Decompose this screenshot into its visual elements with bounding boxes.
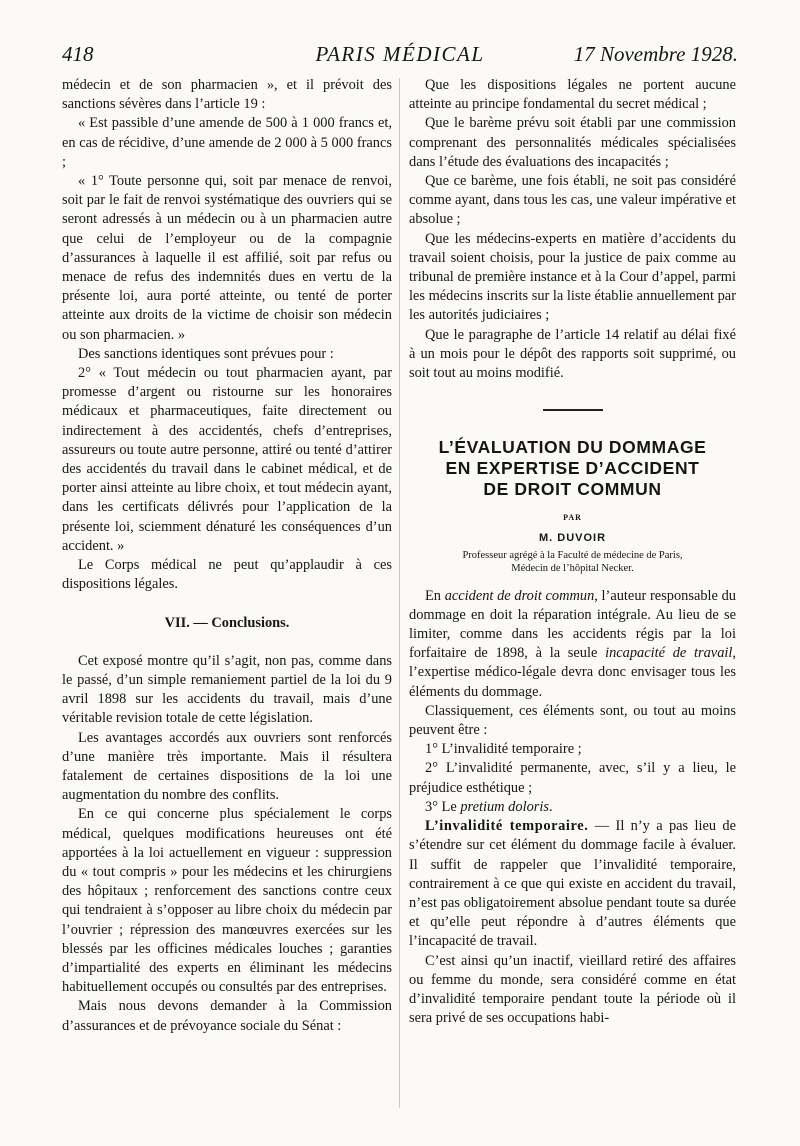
separator-rule: [543, 409, 603, 411]
paragraph: Des sanctions identiques sont prévues pour :: [78, 345, 334, 362]
byline-par: PAR: [563, 513, 582, 523]
list-item: [409, 798, 736, 817]
issue-date: 17 Novembre 1928.: [573, 42, 738, 66]
paragraph: Que le barème prévu soit établi par une commission comprenant des personnalités médicales spécialisées dans l’étude des évaluations des incapacités ;: [409, 115, 736, 170]
left-column: [62, 76, 392, 1036]
journal-title: PARIS MÉDICAL: [315, 42, 485, 66]
paragraph: [409, 587, 736, 702]
section-heading: VII. — Conclusions.: [164, 615, 290, 632]
text-run: En: [425, 587, 441, 604]
text-run: , l’auteur responsable du dommage en doit la réparation intégrale. Au lieu de se limiter, comme dans les accidents régis par la loi forfaitaire de 1898, à la seule: [409, 587, 736, 662]
paragraph: « 1° Toute personne qui, soit par menace de renvoi, soit par le fait de renvoi systématique des ouvriers qui se seront adressés à un médecin ou à un pharmacien autre que celui de l’employeur ou de la compagnie d’assurances à laquelle il est affilié, soit par refus ou menace de refus des indemnités dues en vertu de la présente loi, aura porté atteinte, ou tenté de porter atteinte aux droits de la victime de choisir son médecin ou son pharmacien. »: [62, 173, 392, 343]
italic-text: accident de droit commun: [444, 587, 595, 604]
italic-text: pretium doloris: [460, 798, 549, 815]
right-column: [409, 76, 736, 1028]
run-in-heading: L’invalidité temporaire.: [425, 818, 589, 835]
affiliation-line: Professeur agrégé à la Faculté de médecine de Paris,: [462, 549, 683, 561]
italic-text: incapacité de travail: [605, 645, 733, 662]
paragraph: Que les médecins-experts en matière d’accidents du travail soient choisis, pour la justice de paix comme au tribunal de première instance et à la Cour d’appel, parmi les médecins inscrits sur la liste établie annuellement par les autorités judiciaires ;: [409, 230, 736, 324]
article-title: [409, 437, 736, 500]
page-header: [62, 42, 738, 72]
paragraph: Que ce barème, une fois établi, ne soit pas considéré comme ayant, dans tous les cas, une valeur impérative et absolue ;: [409, 173, 736, 228]
column-divider: [399, 78, 400, 1108]
paragraph: médecin et de son pharmacien », et il prévoit des sanctions sévères dans l’article 19 :: [62, 77, 392, 113]
paragraph: Cet exposé montre qu’il s’agit, non pas, comme dans le passé, d’un simple remaniement partiel de la loi du 9 avril 1898 sur les accidents du travail, mais d’une véritable revision totale de cette législation.: [62, 652, 392, 727]
author-affiliation: [409, 549, 736, 575]
text-run: .: [548, 798, 553, 815]
paragraph: Mais nous devons demander à la Commission d’assurances et de prévoyance sociale du Sénat :: [62, 998, 392, 1034]
text-run: , l’expertise médico-légale devra donc envisager tous les éléments du dommage.: [409, 645, 736, 700]
page-number: 418: [62, 42, 94, 66]
list-item: 1° L’invalidité temporaire ;: [425, 741, 582, 758]
text-run: — Il n’y a pas lieu de s’étendre sur cet élément du dommage facile à évaluer. Il suffit de rappeler que l’invalidité temporaire, contrairement à ce que qui existe en accident du travail, n’est pas obligatoirement absolue pendant toute sa durée et qu’elle peut répondre à d’autres éléments que l’incapacité de travail.: [409, 818, 736, 950]
paragraph: Le Corps médical ne peut qu’applaudir à ces dispositions légales.: [62, 557, 392, 593]
paragraph: [409, 817, 736, 951]
paragraph: Que les dispositions légales ne portent aucune atteinte au principe fondamental du secret médical ;: [409, 77, 736, 113]
paragraph: En ce qui concerne plus spécialement le corps médical, quelques modifications heureuses ont été apportées à la loi actuellement en vigueur : suppression du « tout compris » pour les médecins et les chirurgiens des hôpitaux ; renforcement des sanctions contre ceux qui tendraient à s’opposer au libre choix du médecin par l’ouvrier ; répression des manœuvres exercées sur les blessés par les officines médicales louches ; garanties d’impartialité des experts en éliminant les médecins habituellement occupés ou consultés par des entreprises.: [62, 806, 392, 996]
article-title-line: EN EXPERTISE D’ACCIDENT: [445, 458, 700, 479]
article-title-line: DE DROIT COMMUN: [483, 479, 662, 500]
list-item: 2° L’invalidité permanente, avec, s’il y a lieu, le préjudice esthétique ;: [409, 760, 736, 796]
affiliation-line: Médecin de l’hôpital Necker.: [511, 562, 634, 574]
paragraph: Les avantages accordés aux ouvriers sont renforcés d’une manière très importante. Mais il résultera fatalement de certaines dispositions de la loi une augmentation du nombre des conflits.: [62, 729, 392, 804]
paragraph: 2° « Tout médecin ou tout pharmacien ayant, par promesse d’argent ou ristourne sur les honoraires médicaux et pharmaceutiques, faite directement ou indirectement à des accidentés, chefs d’entreprises, assureurs ou toute autre personne, attiré ou tenté d’attirer des accidentés du travail dans le cabinet médical, et de porter ainsi atteinte au libre choix, et tout médecin ayant, dans les certificats délivrés pour l’application de la présente loi, sciemment dénaturé les conséquences d’un accident. »: [62, 365, 392, 554]
article-title-line: L’ÉVALUATION DU DOMMAGE: [438, 437, 707, 458]
paragraph: C’est ainsi qu’un inactif, vieillard retiré des affaires ou femme du monde, sera considéré comme en état d’invalidité temporaire pendant toute la période où il sera privé de ses occupations habi-: [409, 952, 736, 1027]
paragraph: « Est passible d’une amende de 500 à 1 000 francs et, en cas de récidive, d’une amende de 2 000 à 5 000 francs ;: [62, 115, 392, 170]
paragraph: Que le paragraphe de l’article 14 relatif au délai fixé à un mois pour le dépôt des rapports soit supprimé, ou soit tout au moins modifié.: [409, 326, 736, 382]
text-run: 3° Le: [425, 798, 457, 815]
paragraph: Classiquement, ces éléments sont, ou tout au moins peuvent être :: [409, 702, 736, 739]
author-name: M. DUVOIR: [538, 532, 607, 545]
